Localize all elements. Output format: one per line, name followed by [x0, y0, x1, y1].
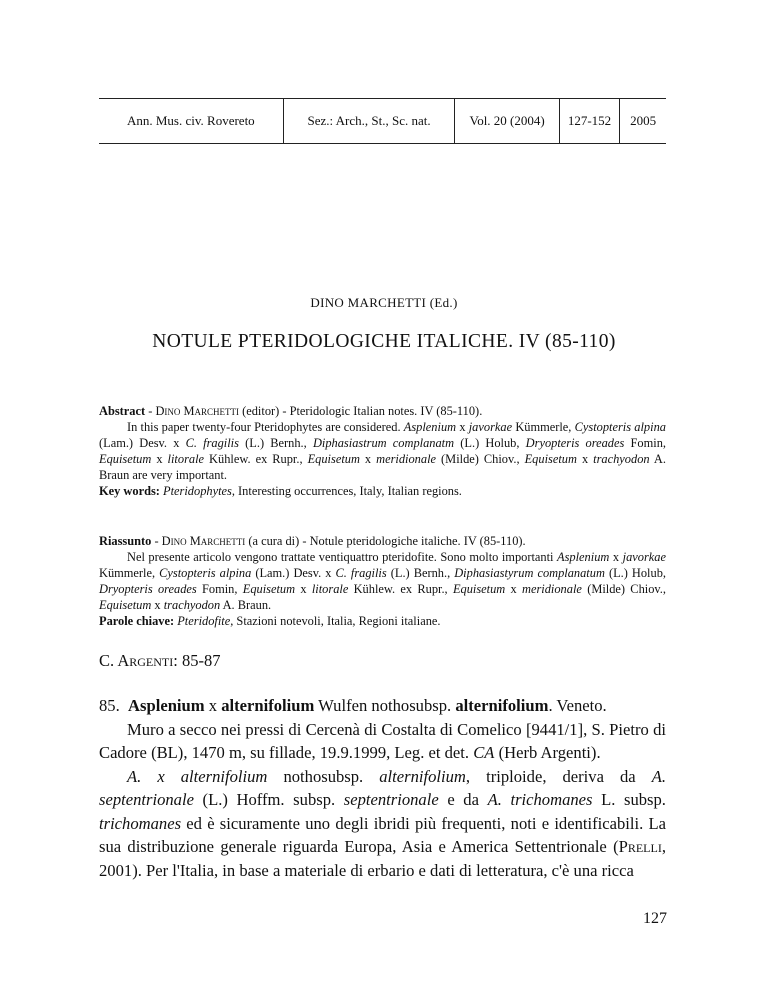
- article-author: DINO MARCHETTI (Ed.): [310, 295, 458, 310]
- parole-chiave: Parole chiave: Pteridofite, Stazioni notevoli, Italia, Regioni italiane.: [99, 614, 441, 628]
- journal-section: Sez.: Arch., St., Sc. nat.: [284, 99, 456, 143]
- entry-number: 85.: [99, 696, 120, 715]
- journal-volume: Vol. 20 (2004): [455, 99, 559, 143]
- abstract: Abstract - Dino Marchetti (editor) - Pteridologic Italian notes. IV (85-110). In this paper twenty-four Pteridophytes are considered. Asplenium x javorkae Kümmerle, Cystopteris alpina (Lam.) Desv. x C. fragilis (L.) Bernh., Diphasiastrum complanatm (L.) Holub, Dryopteris oreades Fomin, Equisetum x litorale Kühlew. ex Rupr., Equisetum x meridionale (Milde) Chiov., Equisetum x trachyodon A. Braun are very important. Key words: Pteridophytes, Interesting occurrences, Italy, Italian regions.: [99, 404, 666, 498]
- riassunto-label: Riassunto: [99, 534, 152, 548]
- entry-discussion: A. x alternifolium nothosubsp. alternifolium, triploide, deriva da A. septentrionale (L.) Hoffm. subsp. septentrionale e da A. trichomanes L. subsp. trichomanes ed è sicuramente uno degli ibridi più frequenti, noti e identificabili. La sua distribuzione generale riguarda Europa, Asia e America Settentrionale (Prelli, 2001). Per l'Italia, in base a materiale di erbario e dati di letteratura, c'è una ricca: [99, 766, 666, 880]
- abstract-label: Abstract: [99, 404, 146, 418]
- section-heading: C. Argenti: 85-87: [99, 651, 221, 670]
- journal-header-table: [99, 98, 666, 144]
- entry-locality: Muro a secco nei pressi di Cercenà di Costalta di Comelico [9441/1], S. Pietro di Cadore (BL), 1470 m, su fillade, 19.9.1999, Leg. et det. CA (Herb Argenti).: [99, 719, 666, 762]
- article-title: NOTULE PTERIDOLOGICHE ITALICHE. IV (85-110): [152, 331, 616, 352]
- publication-year: 2005: [630, 113, 657, 128]
- keywords: Key words: Pteridophytes, Interesting occurrences, Italy, Italian regions.: [99, 484, 462, 498]
- page-range: 127-152: [560, 99, 621, 143]
- page-number: 127: [643, 910, 667, 927]
- riassunto: Riassunto - Dino Marchetti (a cura di) - Notule pteridologiche italiche. IV (85-110). Nel presente articolo vengono trattate ventiquattro pteridofite. Sono molto importanti Asplenium x javorkae Kümmerle, Cystopteris alpina (Lam.) Desv. x C. fragilis (L.) Bernh., Diphasiastyrum complanatum (L.) Holub, Dryopteris oreades Fomin, Equisetum x litorale Kühlew. ex Rupr., Equisetum x meridionale (Milde) Chiov., Equisetum x trachyodon A. Braun. Parole chiave: Pteridofite, Stazioni notevoli, Italia, Regioni italiane.: [99, 534, 666, 628]
- journal-name: Ann. Mus. civ. Rovereto: [99, 99, 284, 143]
- entry-85: 85. Asplenium x alternifolium Wulfen nothosubsp. alternifolium. Veneto. Muro a secco nei pressi di Cercenà di Costalta di Comelico [9441/1], S. Pietro di Cadore (BL), 1470 m, su fillade, 19.9.1999, Leg. et det. CA (Herb Argenti). A. x alternifolium nothosubsp. alternifolium, triploide, deriva da A. septentrionale (L.) Hoffm. subsp. septentrionale e da A. trichomanes L. subsp. trichomanes ed è sicuramente uno degli ibridi più frequenti, noti e identificabili. La sua distribuzione generale riguarda Europa, Asia e America Settentrionale (Prelli, 2001). Per l'Italia, in base a materiale di erbario e dati di letteratura, c'è una ricca: [99, 694, 666, 882]
